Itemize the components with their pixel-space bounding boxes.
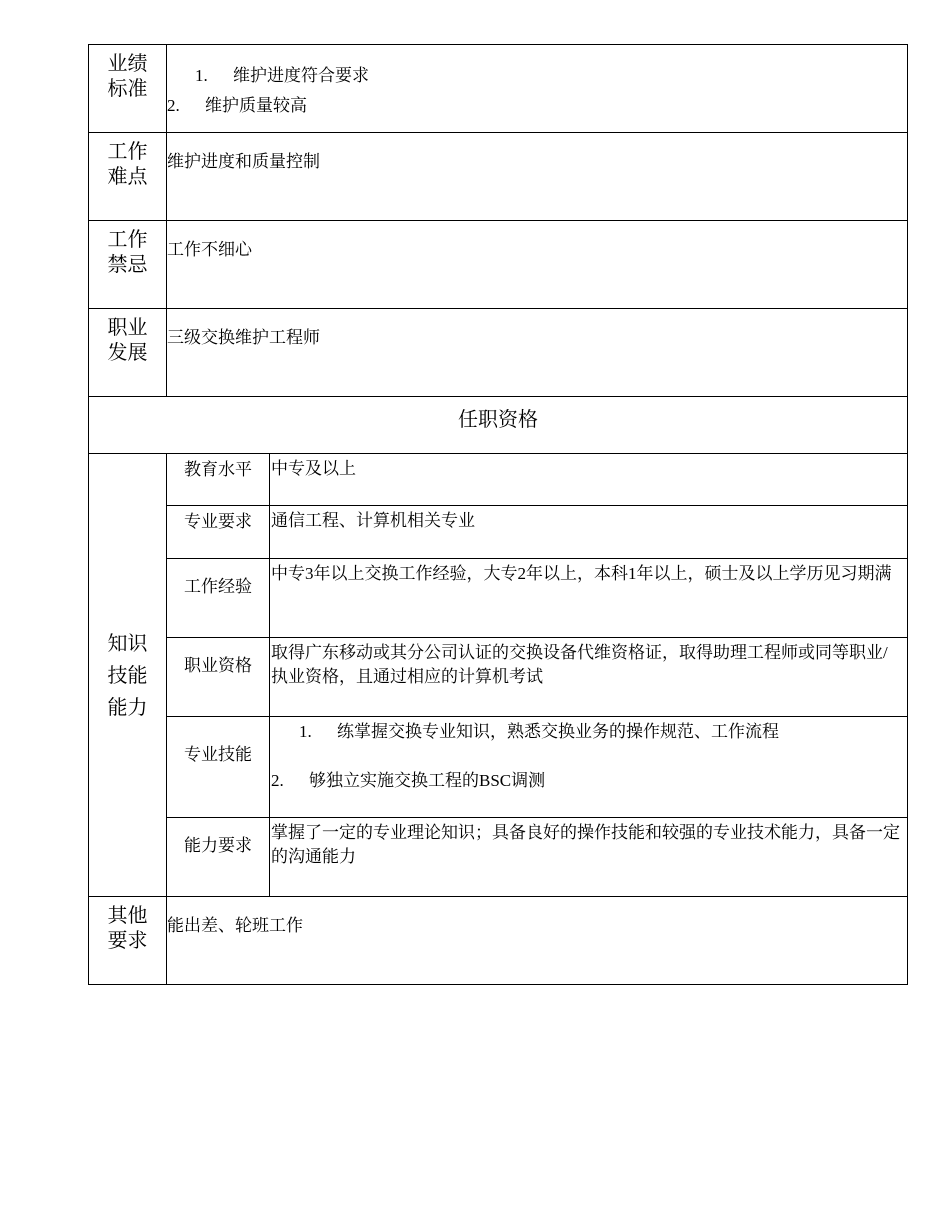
performance-item-1: 1. 维护进度符合要求 <box>195 66 369 85</box>
qualification-value: 取得广东移动或其分公司认证的交换设备代维资格证，取得助理工程师或同等职业/执业资格，且通过相应的计算机考试 <box>270 638 908 717</box>
major-label: 专业要求 <box>167 506 270 559</box>
education-value: 中专及以上 <box>270 454 908 506</box>
career-row <box>89 309 908 397</box>
qualification-row <box>89 638 908 717</box>
ability-value: 掌握了一定的专业理论知识；具备良好的操作技能和较强的专业技术能力，具备一定的沟通能力 <box>270 818 908 897</box>
career-label: 职业 发展 <box>89 309 167 397</box>
performance-item-2: 2. 维护质量较高 <box>167 96 307 115</box>
experience-value: 中专3年以上交换工作经验，大专2年以上，本科1年以上，硕士及以上学历见习期满 <box>270 559 908 638</box>
job-requirements-table <box>88 44 908 985</box>
career-value: 三级交换维护工程师 <box>167 309 908 397</box>
difficulty-label: 工作 难点 <box>89 133 167 221</box>
skills-value <box>270 717 908 818</box>
other-label: 其他 要求 <box>89 897 167 985</box>
other-value: 能出差、轮班工作 <box>167 897 908 985</box>
skills-label: 专业技能 <box>167 717 270 818</box>
other-row <box>89 897 908 985</box>
skills-item-2: 2. 够独立实施交换工程的BSC调测 <box>271 771 546 790</box>
skills-item-1: 1. 练掌握交换专业知识，熟悉交换业务的操作规范、工作流程 <box>299 722 779 741</box>
qualification-label: 职业资格 <box>167 638 270 717</box>
ability-label: 能力要求 <box>167 818 270 897</box>
performance-row <box>89 45 908 133</box>
section-row <box>89 397 908 454</box>
performance-label: 业绩 标准 <box>89 45 167 133</box>
difficulty-row <box>89 133 908 221</box>
taboo-row <box>89 221 908 309</box>
education-row <box>89 454 908 506</box>
taboo-value: 工作不细心 <box>167 221 908 309</box>
experience-label: 工作经验 <box>167 559 270 638</box>
skills-row <box>89 717 908 818</box>
experience-row <box>89 559 908 638</box>
major-row <box>89 506 908 559</box>
taboo-label: 工作 禁忌 <box>89 221 167 309</box>
major-value: 通信工程、计算机相关专业 <box>270 506 908 559</box>
section-title: 任职资格 <box>89 397 908 454</box>
job-description-document <box>88 44 907 985</box>
performance-value <box>167 45 908 133</box>
ability-row <box>89 818 908 897</box>
difficulty-value: 维护进度和质量控制 <box>167 133 908 221</box>
knowledge-label: 知识 技能 能力 <box>89 454 167 897</box>
education-label: 教育水平 <box>167 454 270 506</box>
